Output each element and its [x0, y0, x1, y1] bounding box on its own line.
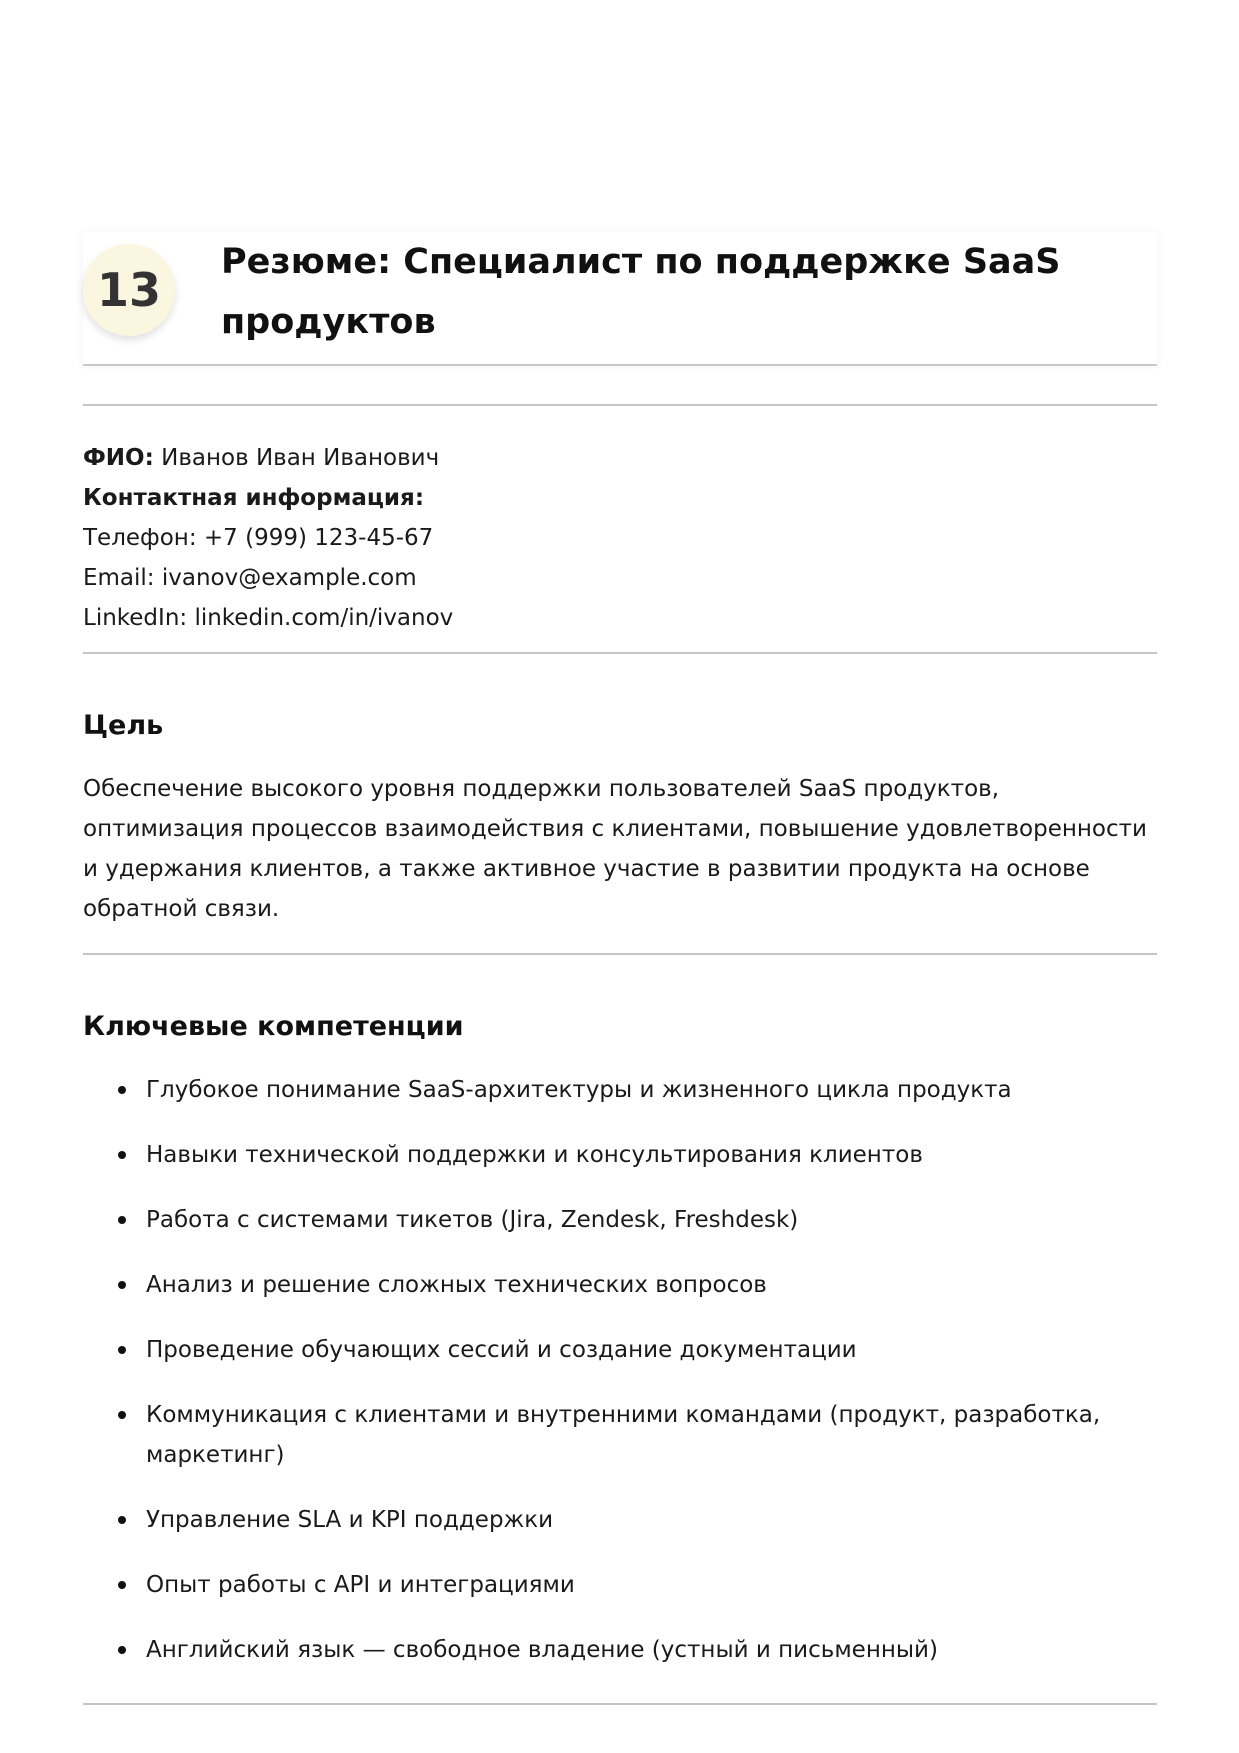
- skills-section: [83, 955, 1157, 1703]
- skill-text: Глубокое понимание SaaS-архитектуры и жизненного цикла продукта: [146, 1077, 1012, 1103]
- skills-title: Ключевые компетенции: [83, 1011, 464, 1042]
- goal-title: Цель: [83, 710, 164, 741]
- skill-item: [83, 1500, 1157, 1540]
- skill-item: [83, 1630, 1157, 1670]
- resume-page: [83, 232, 1157, 1705]
- skill-item: [83, 1395, 1157, 1475]
- skill-text: Управление SLA и KPI поддержки: [146, 1507, 554, 1533]
- skill-text: Опыт работы с API и интеграциями: [146, 1572, 575, 1598]
- skill-item: [83, 1070, 1157, 1110]
- bullet-icon: [118, 1411, 126, 1419]
- skill-item: [83, 1135, 1157, 1175]
- skills-list: [83, 1070, 1157, 1670]
- bullet-icon: [118, 1346, 126, 1354]
- bullet-icon: [118, 1581, 126, 1589]
- skill-item: [83, 1330, 1157, 1370]
- name-value: Иванов Иван Иванович: [161, 445, 440, 471]
- goal-section: [83, 654, 1157, 953]
- section-header: [83, 232, 1157, 366]
- skill-text: Работа с системами тикетов (Jira, Zendesk, Freshdesk): [146, 1207, 799, 1233]
- skill-text: Проведение обучающих сессий и создание документации: [146, 1337, 857, 1363]
- goal-text: Обеспечение высокого уровня поддержки пользователей SaaS продуктов, оптимизация процессов взаимодействия с клиентами, повышение удовлетворенности и удержания клиентов, а также активное участие в развитии продукта на основе обратной связи.: [83, 776, 1147, 922]
- skill-text: Навыки технической поддержки и консультирования клиентов: [146, 1142, 923, 1168]
- skill-text: Коммуникация с клиентами и внутренними командами (продукт, разработка, маркетинг): [146, 1402, 1101, 1468]
- bullet-icon: [118, 1151, 126, 1159]
- skill-item: [83, 1565, 1157, 1605]
- bullet-icon: [118, 1086, 126, 1094]
- contact-info-label: Контактная информация:: [83, 485, 425, 511]
- skill-text: Английский язык — свободное владение (устный и письменный): [146, 1637, 938, 1663]
- skill-item: [83, 1200, 1157, 1240]
- skill-text: Анализ и решение сложных технических вопросов: [146, 1272, 767, 1298]
- email-line: Email: ivanov@example.com: [83, 565, 417, 591]
- bullet-icon: [118, 1516, 126, 1524]
- phone-line: Телефон: +7 (999) 123-45-67: [83, 525, 434, 551]
- bullet-icon: [118, 1216, 126, 1224]
- contact-block: [83, 406, 1157, 652]
- skill-item: [83, 1265, 1157, 1305]
- name-line: [83, 438, 1157, 478]
- page-title: Резюме: Специалист по поддержке SaaS продуктов: [221, 242, 1061, 342]
- linkedin-line: LinkedIn: linkedin.com/in/ivanov: [83, 605, 454, 631]
- bullet-icon: [118, 1281, 126, 1289]
- name-label: ФИО:: [83, 445, 154, 471]
- divider: [83, 1703, 1157, 1705]
- bullet-icon: [118, 1646, 126, 1654]
- section-number-badge: 13: [83, 244, 175, 336]
